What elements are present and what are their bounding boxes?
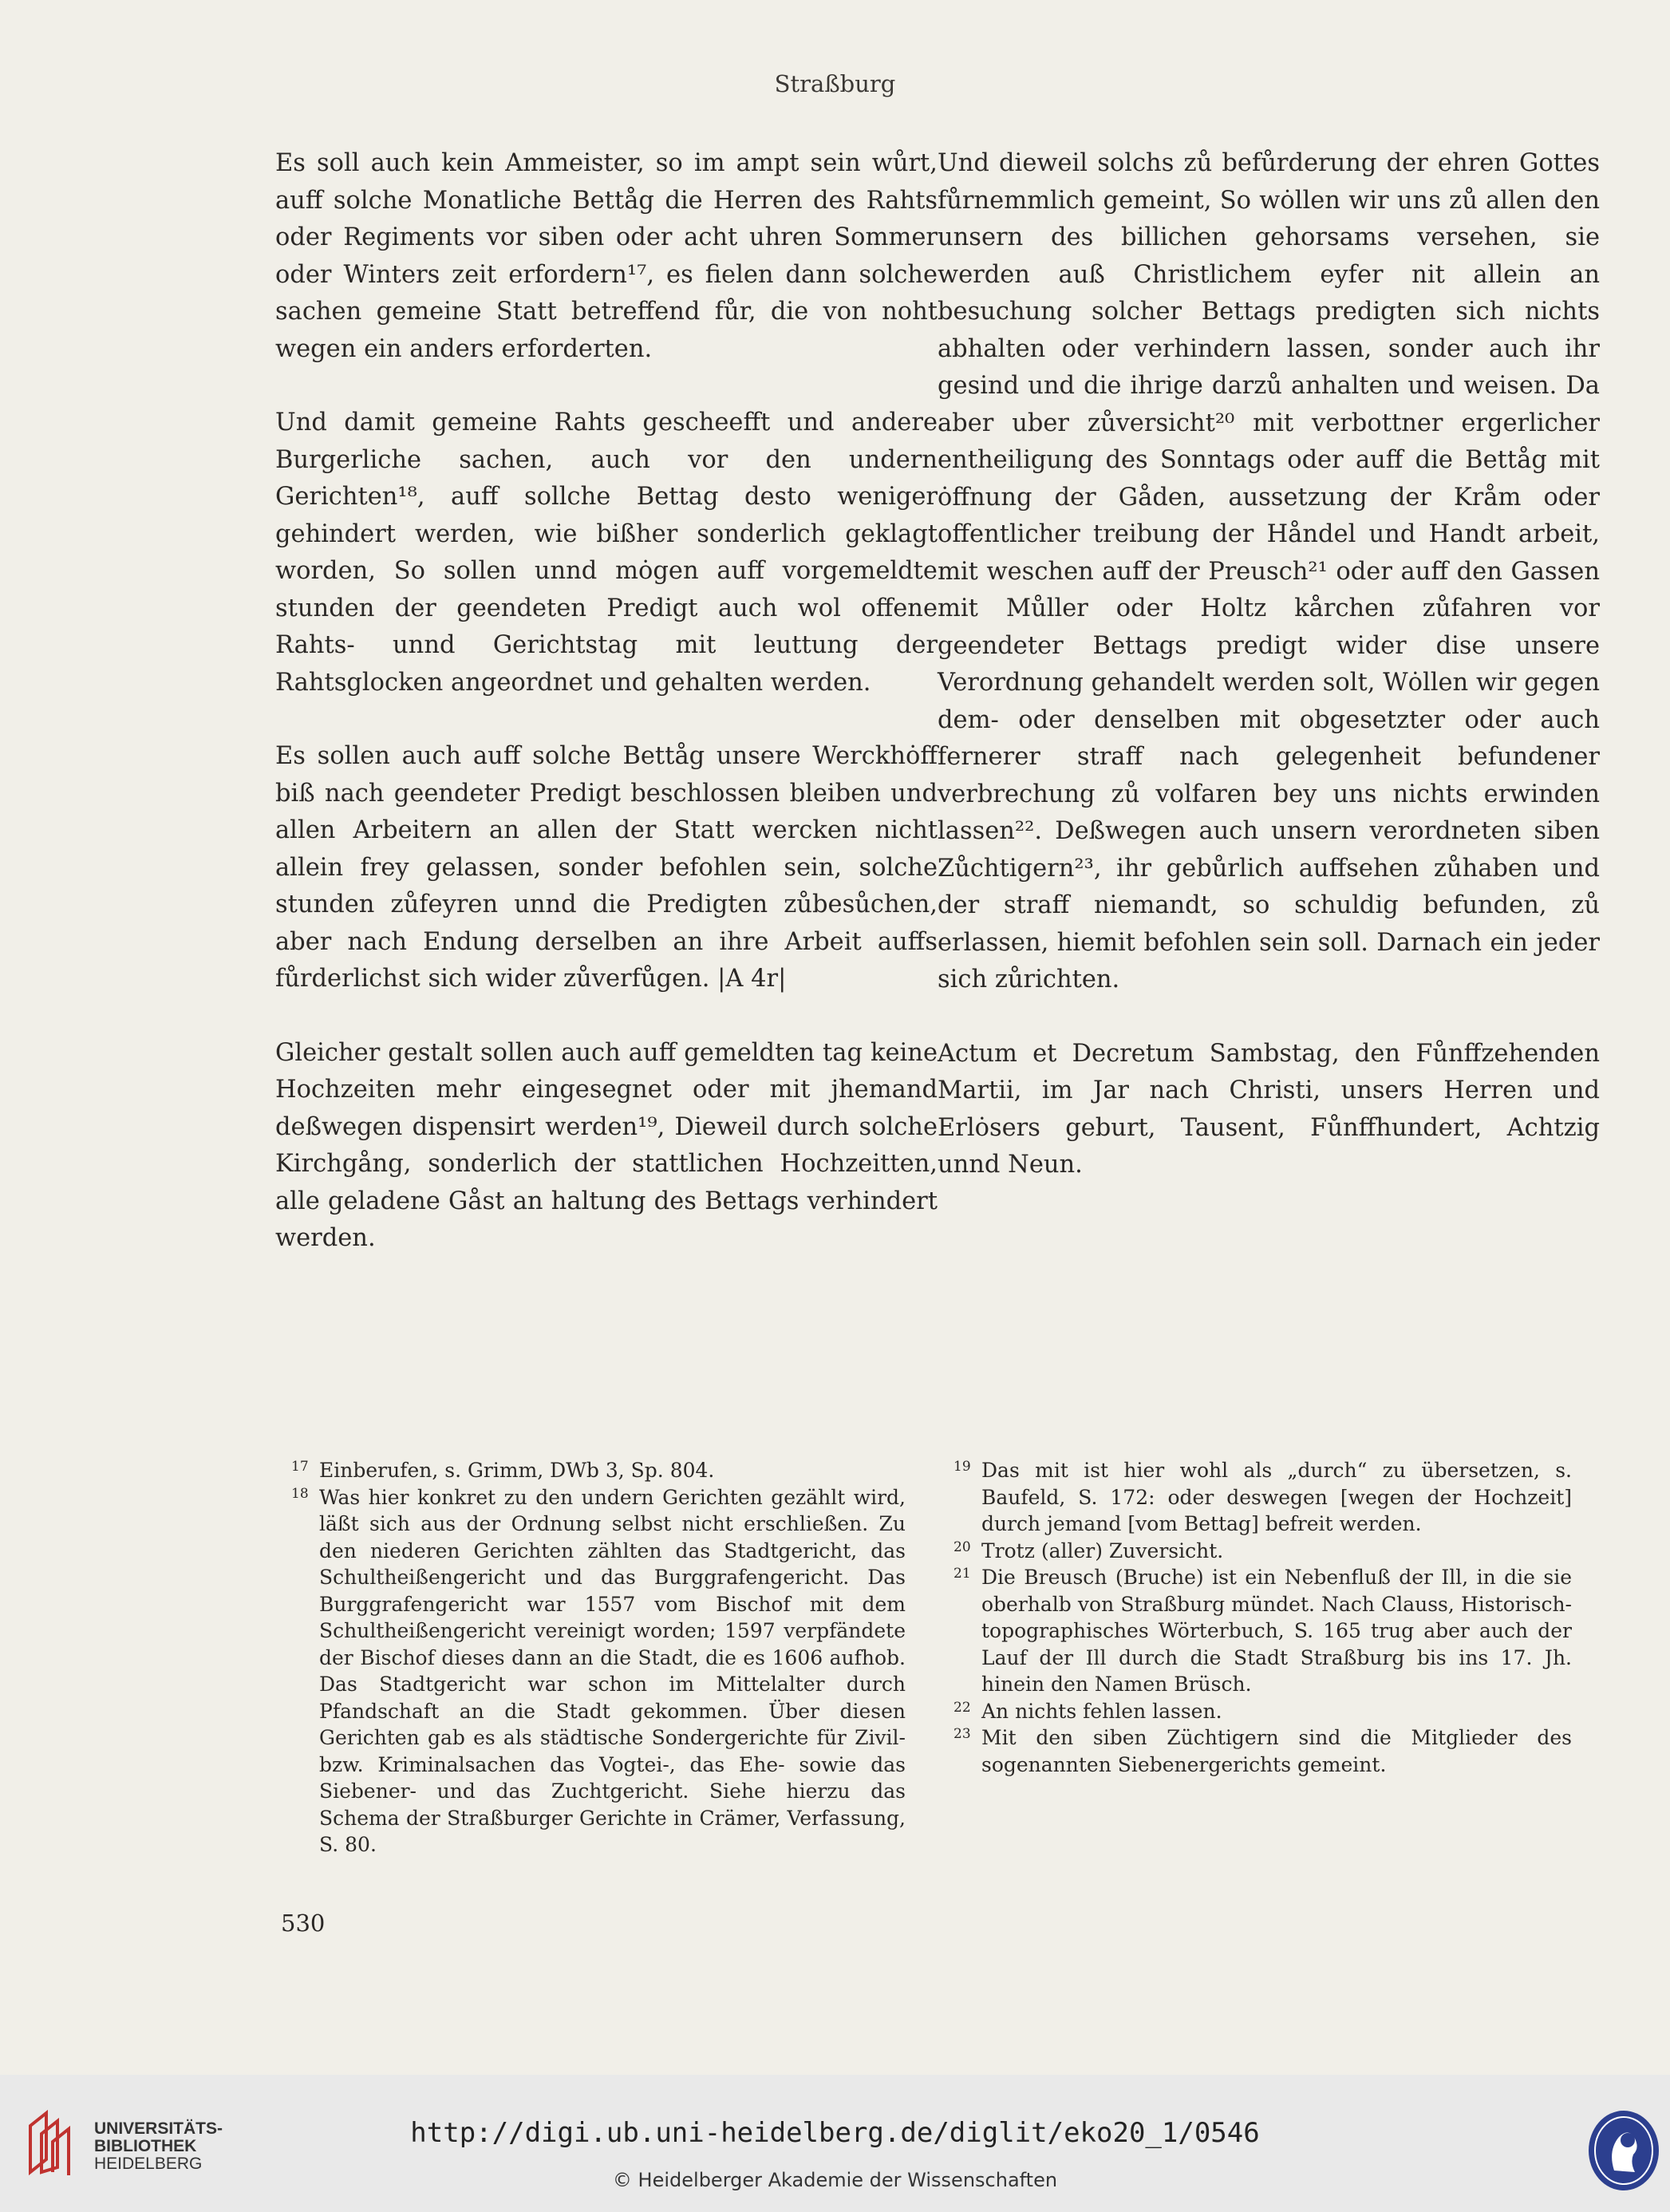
running-title: Straßburg bbox=[774, 70, 896, 97]
left-text-column bbox=[275, 145, 938, 1294]
paragraph: Es sollen auch auff solche Bettåg unsere Werckhȯff biß nach geendeter Predigt beschlossen bleiben und allen Arbeitern an allen der Statt wercken nicht allein frey gelassen, sonder befohlen sein, solche stunden zůfeyren unnd die Predigten zůbesůchen, aber nach Endung derselben an ihre Arbeit auffs fůrderlichst sich wider zůverfůgen. |A 4r| bbox=[275, 742, 938, 993]
page-number: 530 bbox=[281, 1910, 326, 1937]
footnote bbox=[275, 1484, 906, 1858]
academy-seal-icon[interactable] bbox=[1584, 2107, 1664, 2194]
footnote-text: Die Breusch (Bruche) ist ein Nebenfluß der Ill, in die sie oberhalb von Straßburg mündet. Nach Clauss, Historisch-topographisches Wörterbuch, S. 165 trug aber auch der Lauf der Ill durch die Stadt Straßburg bis ins 17. Jh. hinein den Namen Brüsch. bbox=[981, 1566, 1572, 1696]
paragraph: Und dieweil solchs zů befůrderung der ehren Gottes fůrnemmlich gemeint, So wȯllen wir uns zů allen den unsern des billichen gehorsams versehen, sie werden auß Christlichem eyfer nit allein an besuchung solcher Bettags predigten sich nichts abhalten oder verhindern lassen, sonder auch ihr gesind und die ihrige darzů anhalten und weisen. Da aber uber zůversicht²⁰ mit verbottner ergerlicher entheiligung des Sonntags oder auff die Bettåg mit ȯffnung der Gåden, aussetzung der Kråm oder offentlicher treibung der Håndel und Handt arbeit, mit weschen auff der Preusch²¹ oder auff den Gassen mit Můller oder Holtz kårchen zůfahren vor geendeter Bettags predigt wider dise unsere Verordnung gehandelt werden solt, Wȯllen wir gegen dem- oder denselben mit obgesetzter oder auch fernerer straff nach gelegenheit befundener verbrechung zů volfaren bey uns nichts erwinden lassen²². Deßwegen auch unsern verordneten siben Zůchtigern²³, ihr gebůrlich auffsehen zůhaben und der straff niemandt, so schuldig befunden, zů erlassen, hiemit befohlen sein soll. Darnach ein jeder sich zůrichten. bbox=[938, 149, 1600, 993]
footnote-text: Was hier konkret zu den undern Gerichten gezählt wird, läßt sich aus der Ordnung selbst nicht erschließen. Zu den niederen Gerichten zählten das Stadtgericht, das Schultheißengericht und das Burggrafengericht. Das Burggrafengericht war 1557 vom Bischof mit dem Schultheißengericht vereinigt worden; 1597 verpfändete der Bischof dieses dann an die Stadt, die es 1606 aufhob. Das Stadtgericht war schon im Mittelalter durch Pfandschaft an die Stadt gekommen. Über diesen Gerichten gab es als städtische Sondergerichte für Zivil- bzw. Kriminalsachen das Vogtei-, das Ehe- sowie das Siebener- und das Zuchtgericht. Siehe hierzu das Schema der Straßburger Gerichte in Crämer, Verfassung, S. 80. bbox=[319, 1485, 906, 1856]
footnote bbox=[938, 1564, 1572, 1698]
footnote bbox=[938, 1457, 1572, 1538]
footnote-number: 18 bbox=[291, 1485, 309, 1502]
footnote-text: Trotz (aller) Zuversicht. bbox=[981, 1539, 1224, 1562]
paragraph: Es soll auch kein Ammeister, so im ampt sein wůrt, auff solche Monatliche Bettåg die Herren des Rahts oder Regiments vor siben oder acht uhren Sommer oder Winters zeit erfordern¹⁷, es fielen dann solche sachen gemeine Statt betreffend fůr, die von noht wegen ein anders erforderten. bbox=[275, 149, 938, 363]
footnotes-right bbox=[938, 1457, 1572, 1778]
right-text-column bbox=[938, 145, 1600, 1221]
footnotes-left bbox=[275, 1457, 906, 1858]
library-name-line: HEIDELBERG bbox=[94, 2155, 203, 2173]
footnote-number: 22 bbox=[953, 1699, 971, 1716]
footnote bbox=[938, 1538, 1572, 1565]
footnote-number: 19 bbox=[953, 1459, 971, 1475]
footer-bar bbox=[0, 2075, 1670, 2212]
footnote-text: Das mit ist hier wohl als „durch“ zu übersetzen, s. Baufeld, S. 172: oder deswegen [wegen der Hochzeit] durch jemand [vom Bettag] befreit werden. bbox=[981, 1459, 1572, 1535]
footnote-number: 17 bbox=[291, 1459, 309, 1475]
footnote-text: Mit den siben Züchtigern sind die Mitglieder des sogenannten Siebenergerichts gemeint. bbox=[981, 1726, 1572, 1776]
library-name-line: UNIVERSITÄTS- bbox=[94, 2119, 223, 2138]
footnote-number: 23 bbox=[953, 1726, 971, 1742]
footnote bbox=[275, 1457, 906, 1484]
footnote bbox=[938, 1698, 1572, 1725]
paragraph: Gleicher gestalt sollen auch auff gemeldten tag keine Hochzeiten mehr eingesegnet oder mit jhemand deßwegen dispensirt werden¹⁹, Dieweil durch solche Kirchgång, sonderlich der stattlichen Hochzeitten, alle geladene Gåst an haltung des Bettags verhindert werden. bbox=[275, 1038, 938, 1252]
footnote-text: Einberufen, s. Grimm, DWb 3, Sp. 804. bbox=[319, 1459, 715, 1482]
library-name-line: BIBLIOTHEK bbox=[94, 2137, 197, 2155]
footnote-number: 20 bbox=[953, 1539, 971, 1555]
footnote-text: An nichts fehlen lassen. bbox=[981, 1699, 1222, 1723]
footnote-number: 21 bbox=[953, 1566, 971, 1582]
permalink-url[interactable]: http://digi.ub.uni-heidelberg.de/diglit/eko20_1/0546 bbox=[410, 2117, 1260, 2149]
paragraph: Und damit gemeine Rahts gescheefft und andere Burgerliche sachen, auch vor den undern Gerichten¹⁸, auff sollche Bettag desto weniger gehindert werden, wie bißher sonderlich geklagt worden, So sollen unnd mȯgen auff vorgemeldte stunden der geendeten Predigt auch wol offene Rahts- unnd Gerichtstag mit leuttung der Rahtsglocken angeordnet und gehalten werden. bbox=[275, 409, 938, 697]
copyright-notice: © Heidelberger Akademie der Wissenschaften bbox=[612, 2169, 1058, 2191]
paragraph: Actum et Decretum Sambstag, den Fůnffzehenden Martii, im Jar nach Christi, unsers Herren und Erlȯsers geburt, Tausent, Fůnffhundert, Achtzig unnd Neun. bbox=[938, 1039, 1600, 1179]
footnote bbox=[938, 1724, 1572, 1778]
